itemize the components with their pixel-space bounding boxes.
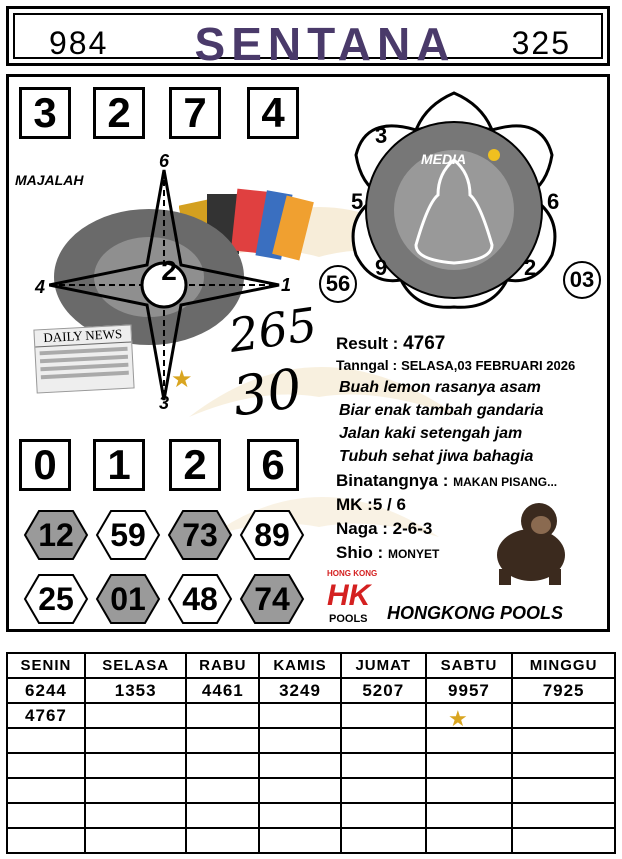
table-cell: 6244 (7, 678, 85, 703)
hex-number (239, 573, 305, 625)
table-cell (259, 728, 341, 753)
table-cell (341, 753, 426, 778)
media-petal: 5 (351, 189, 364, 214)
table-header: KAMIS (259, 653, 341, 678)
table-cell (85, 728, 187, 753)
handwritten-number: 265 (225, 297, 321, 363)
table-cell (341, 828, 426, 853)
page-title: SENTANA (194, 18, 456, 70)
table-cell (426, 803, 513, 828)
table-cell (512, 828, 615, 853)
table-cell (186, 778, 259, 803)
hex-number (95, 509, 161, 561)
table-cell: 4461 (186, 678, 259, 703)
media-side-left: 56 (319, 265, 357, 303)
bottom-digit-box: 1 (93, 439, 145, 491)
table-cell (259, 778, 341, 803)
table-cell: 1353 (85, 678, 187, 703)
table-cell (426, 703, 513, 728)
table-header: MINGGU (512, 653, 615, 678)
table-cell (341, 778, 426, 803)
table-row (7, 728, 615, 753)
tanggal-label: Tanngal : (336, 357, 398, 373)
hex-number (23, 509, 89, 561)
table-cell (85, 828, 187, 853)
table-header: SELASA (85, 653, 187, 678)
table-cell (426, 828, 513, 853)
table-cell (341, 803, 426, 828)
table-row (7, 703, 615, 728)
table-row (7, 803, 615, 828)
hex-number (23, 573, 89, 625)
result-line (336, 333, 445, 355)
hex-number (167, 573, 233, 625)
table-cell (512, 703, 615, 728)
table-header: RABU (186, 653, 259, 678)
shio-value: MONYET (387, 547, 440, 561)
table-row (7, 678, 615, 703)
shio-line (336, 543, 439, 563)
media-petal: 9 (375, 255, 388, 280)
tanggal-value: SELASA,03 FEBRUARI 2026 (401, 358, 576, 373)
bottom-digit-box: 6 (247, 439, 299, 491)
table-header: SENIN (7, 653, 85, 678)
logo-small-text: HONG KONG (327, 569, 378, 578)
compass-bottom: 3 (159, 393, 170, 413)
table-cell: 5207 (341, 678, 426, 703)
media-petal: 2 (524, 255, 537, 280)
poem-line: Jalan kaki setengah jam (339, 425, 523, 442)
mk-line: MK :5 / 6 (336, 495, 406, 514)
table-cell (186, 728, 259, 753)
compass-center: 2 (161, 255, 177, 286)
binatang-value: MAKAN PISANG... (453, 475, 558, 489)
compass-left: 4 (35, 277, 46, 297)
result-label: Result : (336, 334, 399, 353)
compass-top: 6 (159, 151, 170, 171)
table-cell (85, 803, 187, 828)
table-header: SABTU (426, 653, 513, 678)
table-cell (7, 778, 85, 803)
binatang-label: Binatangnya : (336, 471, 449, 490)
table-cell (85, 753, 187, 778)
table-cell (512, 803, 615, 828)
top-digit-box: 7 (169, 87, 221, 139)
table-cell (259, 753, 341, 778)
newspaper-title: DAILY NEWS (34, 326, 131, 348)
top-digit-box: 2 (93, 87, 145, 139)
table-cell (186, 828, 259, 853)
poem-line: Tubuh sehat jiwa bahagia (339, 448, 534, 465)
media-petal: 3 (375, 123, 388, 148)
table-cell (512, 728, 615, 753)
star-icon: ★ (171, 366, 193, 393)
top-digit-box: 4 (247, 87, 299, 139)
table-row (7, 828, 615, 853)
table-cell (7, 803, 85, 828)
table-cell (85, 778, 187, 803)
results-table (6, 652, 616, 854)
table-cell (426, 728, 513, 753)
table-header: JUMAT (341, 653, 426, 678)
hex-number-text: 25 (38, 581, 74, 617)
table-cell (259, 703, 341, 728)
table-row (7, 778, 615, 803)
table-cell (7, 753, 85, 778)
media-petal: 6 (547, 189, 560, 214)
result-value: 4767 (403, 333, 446, 354)
hex-number-text: 74 (254, 581, 290, 617)
main-panel (6, 74, 610, 632)
table-cell (259, 828, 341, 853)
top-digit-box: 3 (19, 87, 71, 139)
poem-line: Buah lemon rasanya asam (339, 379, 541, 396)
media-label: MEDIA (421, 151, 467, 167)
table-cell (85, 703, 187, 728)
table-row (7, 753, 615, 778)
naga-line: Naga : 2-6-3 (336, 519, 433, 538)
binatang-line (336, 471, 557, 491)
monkey-image (481, 497, 581, 587)
table-header-row (7, 653, 615, 678)
table-cell (259, 803, 341, 828)
handwritten-number: 30 (228, 356, 306, 429)
table-cell: 4767 (7, 703, 85, 728)
logo-sub-text: POOLS (329, 613, 368, 625)
table-cell: 3249 (259, 678, 341, 703)
table-cell (426, 753, 513, 778)
header-left-number: 984 (49, 25, 109, 61)
table-cell (512, 778, 615, 803)
table-cell (186, 703, 259, 728)
bottom-digit-box: 0 (19, 439, 71, 491)
table-cell: 7925 (512, 678, 615, 703)
hk-logo: HK (327, 579, 371, 612)
hex-number-text: 73 (182, 517, 218, 553)
header-inner-frame (13, 13, 603, 70)
compass-right: 1 (281, 275, 292, 295)
star-icon: ★ (448, 706, 468, 731)
header-banner (6, 6, 610, 70)
newspaper-image (33, 324, 134, 393)
hex-number-text: 48 (182, 581, 218, 617)
table-cell (7, 828, 85, 853)
majalah-label: MAJALAH (15, 172, 84, 188)
table-cell (7, 728, 85, 753)
table-cell: 9957 (426, 678, 513, 703)
table-cell (186, 753, 259, 778)
table-cell (341, 703, 426, 728)
table-cell (426, 778, 513, 803)
hex-number-text: 59 (110, 517, 146, 553)
hex-number-text: 01 (110, 581, 146, 617)
tanggal-line (336, 357, 575, 373)
hex-number (239, 509, 305, 561)
hex-number-text: 89 (254, 517, 290, 553)
table-cell (512, 753, 615, 778)
shio-label: Shio : (336, 543, 384, 562)
media-side-right: 03 (563, 261, 601, 299)
hex-number-text: 12 (38, 517, 74, 553)
hex-number (167, 509, 233, 561)
table-cell (341, 728, 426, 753)
table-cell (186, 803, 259, 828)
poem-line: Biar enak tambah gandaria (339, 402, 544, 419)
hex-number (95, 573, 161, 625)
hongkong-pools-label: HONGKONG POOLS (387, 603, 564, 623)
header-right-number: 325 (511, 25, 571, 61)
bottom-digit-box: 2 (169, 439, 221, 491)
